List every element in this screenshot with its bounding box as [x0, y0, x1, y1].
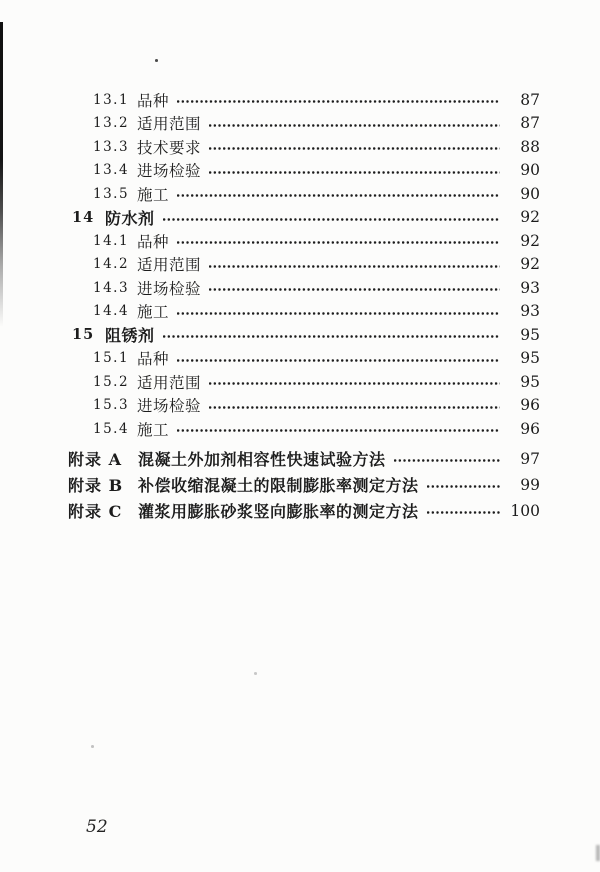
toc-entry-number: 14.4 [93, 303, 130, 320]
toc-entry-title: 技术要求 [137, 138, 202, 157]
toc-entry [68, 88, 540, 112]
toc-entry-title: 施工 [137, 303, 170, 322]
toc-entry [68, 417, 540, 441]
scan-smudge [596, 845, 600, 861]
dot-leader [427, 483, 500, 490]
toc-entry-page: 93 [520, 302, 540, 321]
toc-entry-title: 混凝土外加剂相容性快速试验方法 [138, 450, 386, 469]
toc-entry-number: 15.3 [93, 397, 130, 414]
toc-entry-page: 87 [520, 114, 540, 133]
toc-entry [68, 472, 540, 498]
toc-entry-number: 附录 B [68, 476, 124, 495]
toc-entry [68, 394, 540, 418]
toc-entry-page: 92 [520, 255, 540, 274]
toc-entry-number: 15 [72, 326, 95, 344]
page-edge-line [0, 22, 3, 327]
toc-entry-title: 补偿收缩混凝土的限制膨胀率测定方法 [138, 476, 419, 495]
toc-entry-page: 96 [520, 419, 540, 438]
toc-entry-title: 品种 [137, 232, 170, 251]
toc-entry-number: 14.2 [93, 256, 130, 273]
toc-entry-title: 防水剂 [105, 208, 155, 228]
toc-entry-number: 15.2 [93, 373, 130, 390]
dot-leader [209, 122, 500, 129]
toc-entry-number: 13.3 [93, 138, 130, 155]
toc-entry-number: 13.1 [93, 91, 130, 108]
toc-entry [68, 112, 540, 136]
page-number: 52 [86, 817, 108, 837]
scan-speck [91, 745, 94, 748]
toc-entry-page: 90 [520, 161, 540, 180]
toc-entry-title: 施工 [137, 420, 170, 439]
toc-entry [68, 498, 540, 524]
toc-entry-page: 90 [520, 184, 540, 203]
toc-entry-number: 附录 C [68, 502, 123, 521]
toc-entry-number: 15.1 [93, 350, 130, 367]
dot-leader [163, 333, 500, 340]
dot-leader [209, 380, 500, 387]
toc-entry-title: 适用范围 [137, 115, 202, 134]
toc-entry-title: 适用范围 [137, 256, 202, 275]
dot-leader [177, 98, 500, 105]
toc-entry-page: 93 [520, 278, 540, 297]
toc-entry-title: 适用范围 [137, 373, 202, 392]
toc-entry-page: 87 [520, 90, 540, 109]
toc-entry [68, 206, 540, 230]
toc-entry [68, 446, 540, 472]
toc-entry-title: 品种 [137, 91, 170, 110]
toc-entry-number: 13.5 [93, 185, 130, 202]
toc-entry-page: 95 [520, 325, 540, 344]
dot-leader [163, 216, 500, 223]
toc-entry-title: 阻锈剂 [105, 326, 155, 346]
toc-entry [68, 135, 540, 159]
toc-entry-page: 88 [520, 137, 540, 156]
toc-entry [68, 276, 540, 300]
toc-entry-title: 施工 [137, 185, 170, 204]
toc-entry [68, 159, 540, 183]
toc-entry-page: 100 [510, 501, 540, 520]
toc-entry-number: 14 [72, 208, 95, 226]
dot-leader [177, 192, 500, 199]
toc-entry-page: 95 [520, 372, 540, 391]
toc-entry-title: 品种 [137, 350, 170, 369]
toc-entry [68, 229, 540, 253]
toc-entry-number: 14.1 [93, 232, 130, 249]
dot-leader [209, 145, 500, 152]
toc-entry-number: 14.3 [93, 279, 130, 296]
toc-entry-title: 进场检验 [137, 397, 202, 416]
toc-entry-page: 95 [520, 349, 540, 368]
toc-entry [68, 182, 540, 206]
toc-entry-number: 附录 A [68, 450, 122, 469]
toc-entry-title: 进场检验 [137, 162, 202, 181]
table-of-contents [68, 88, 540, 524]
toc-entry-title: 进场检验 [137, 279, 202, 298]
dot-leader [209, 169, 500, 176]
dot-leader [209, 404, 500, 411]
dot-leader [177, 357, 500, 364]
toc-entry-page: 96 [520, 396, 540, 415]
dot-leader [209, 286, 500, 293]
dot-leader [427, 509, 500, 516]
toc-entry-number: 13.2 [93, 115, 130, 132]
dot-leader [177, 239, 500, 246]
toc-entry [68, 370, 540, 394]
dot-leader [209, 263, 500, 270]
toc-entry [68, 347, 540, 371]
dot-leader [177, 427, 500, 434]
toc-entry-page: 99 [520, 475, 540, 494]
dot-leader [177, 310, 500, 317]
toc-entry [68, 300, 540, 324]
scan-speck [155, 59, 158, 62]
toc-entry-page: 92 [520, 231, 540, 250]
toc-entry-title: 灌浆用膨胀砂浆竖向膨胀率的测定方法 [138, 502, 419, 521]
dot-leader [394, 457, 500, 464]
toc-entry-number: 15.4 [93, 420, 130, 437]
toc-entry [68, 253, 540, 277]
scan-speck [254, 672, 257, 675]
toc-entry [68, 323, 540, 347]
toc-entry-page: 97 [520, 449, 540, 468]
toc-entry-page: 92 [520, 208, 540, 227]
toc-entry-number: 13.4 [93, 162, 130, 179]
